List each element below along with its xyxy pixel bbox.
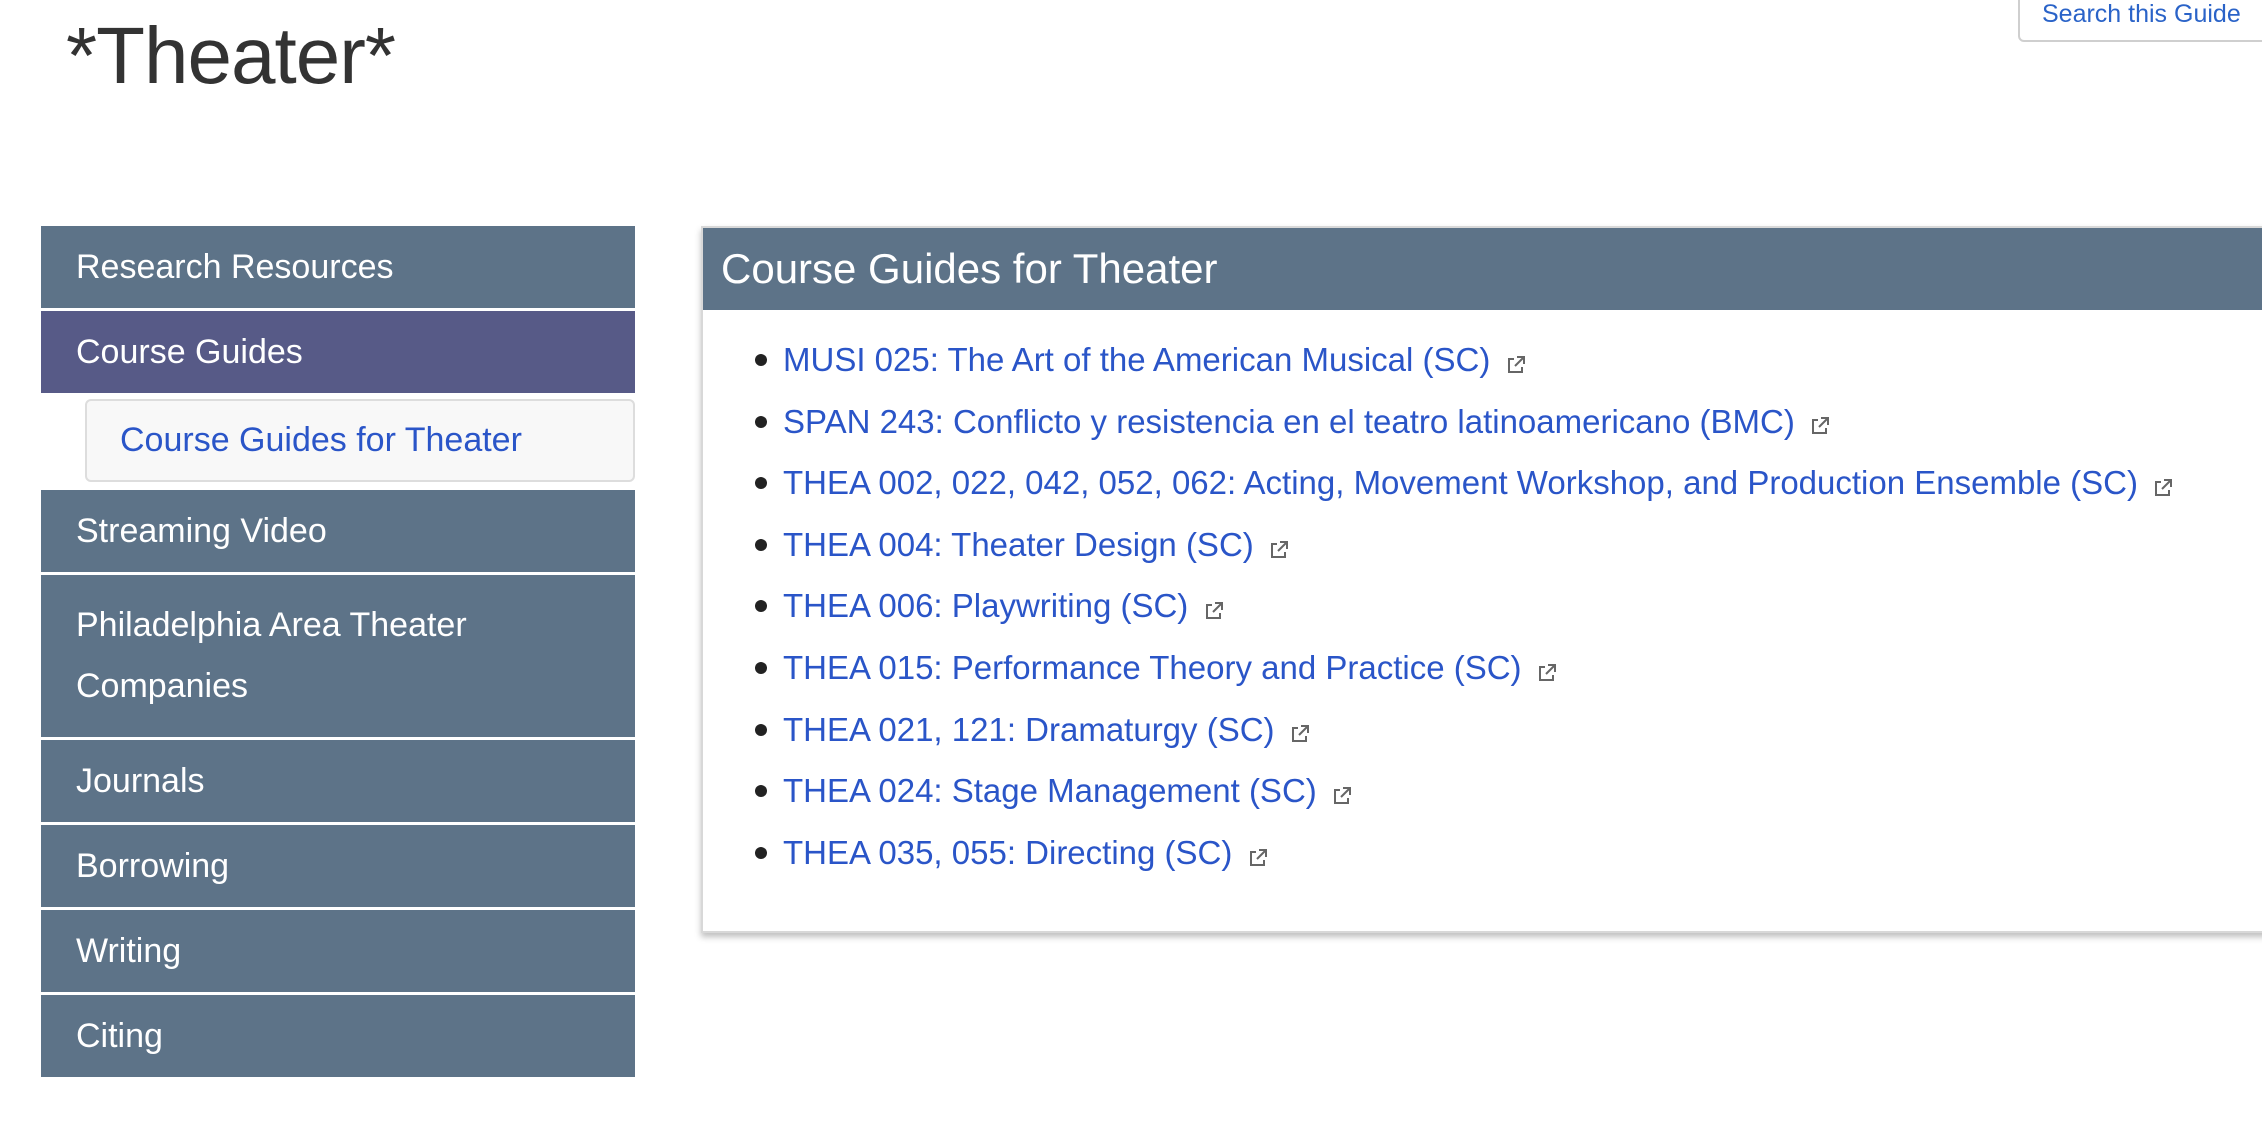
- external-link-icon: [1289, 723, 1311, 745]
- list-item: [783, 525, 2262, 587]
- sidebar-nav: [41, 226, 635, 1080]
- list-item: [783, 648, 2262, 710]
- course-guide-link[interactable]: THEA 015: Performance Theory and Practice (SC): [783, 648, 1522, 686]
- course-guides-box: [701, 226, 2262, 933]
- list-item: [783, 586, 2262, 648]
- sidebar-item-citing[interactable]: Citing: [41, 995, 635, 1077]
- course-guide-link[interactable]: SPAN 243: Conflicto y resistencia en el teatro latinoamericano (BMC): [783, 402, 1795, 440]
- list-item: [783, 340, 2262, 402]
- external-link-icon: [2152, 477, 2174, 499]
- sidebar-item-philadelphia-theater-companies[interactable]: Philadelphia Area Theater Companies: [41, 575, 635, 737]
- external-link-icon: [1809, 415, 1831, 437]
- external-link-icon: [1536, 662, 1558, 684]
- course-guide-link[interactable]: THEA 004: Theater Design (SC): [783, 525, 1254, 563]
- course-guide-link[interactable]: MUSI 025: The Art of the American Musical (SC): [783, 341, 1491, 378]
- sidebar-item-borrowing[interactable]: Borrowing: [41, 825, 635, 907]
- course-guide-link[interactable]: THEA 002, 022, 042, 052, 062: Acting, Movement Workshop, and Production Ensemble (SC): [783, 464, 2138, 502]
- sidebar-item-research-resources[interactable]: Research Resources: [41, 226, 635, 308]
- page-title: *Theater*: [66, 11, 395, 100]
- sidebar-item-course-guides[interactable]: Course Guides: [41, 311, 635, 393]
- list-item: [783, 710, 2262, 772]
- external-link-icon: [1331, 785, 1353, 807]
- course-guide-link[interactable]: THEA 035, 055: Directing (SC): [783, 833, 1233, 871]
- course-guide-list: [703, 310, 2262, 894]
- list-item: [783, 833, 2262, 895]
- sidebar-item-journals[interactable]: Journals: [41, 740, 635, 822]
- external-link-icon: [1203, 600, 1225, 622]
- external-link-icon: [1268, 539, 1290, 561]
- box-header-title: Course Guides for Theater: [703, 228, 2262, 310]
- sidebar-item-writing[interactable]: Writing: [41, 910, 635, 992]
- search-guide-button[interactable]: Search this Guide: [2018, 0, 2262, 42]
- list-item: [783, 463, 2262, 525]
- sidebar-item-streaming-video[interactable]: Streaming Video: [41, 490, 635, 572]
- course-guide-link[interactable]: THEA 006: Playwriting (SC): [783, 587, 1189, 625]
- course-guide-link[interactable]: THEA 021, 121: Dramaturgy (SC): [783, 710, 1275, 748]
- list-item: [783, 402, 2262, 464]
- external-link-icon: [1505, 354, 1527, 376]
- course-guide-link[interactable]: THEA 024: Stage Management (SC): [783, 772, 1317, 810]
- sidebar-subitem-course-guides-for-theater[interactable]: Course Guides for Theater: [85, 399, 635, 482]
- list-item: [783, 771, 2262, 833]
- external-link-icon: [1247, 847, 1269, 869]
